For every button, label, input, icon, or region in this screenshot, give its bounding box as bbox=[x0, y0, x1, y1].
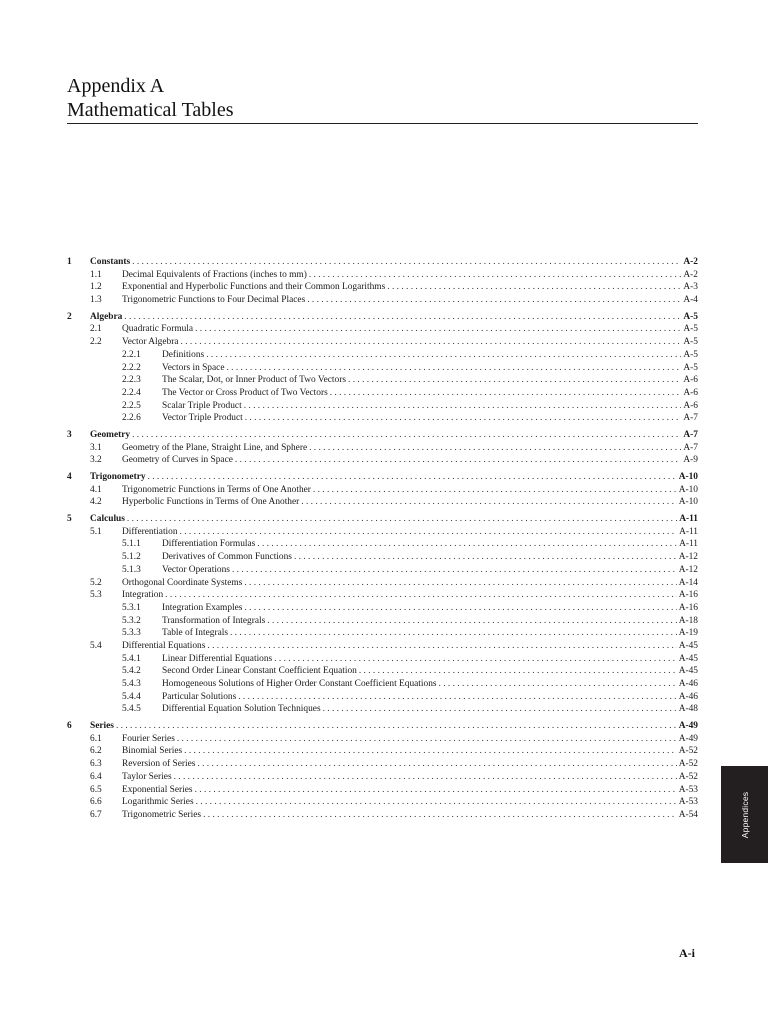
toc-entry-title: Geometry bbox=[90, 429, 131, 440]
toc-entry-line bbox=[67, 362, 698, 375]
toc-entry-title: Particular Solutions bbox=[162, 691, 237, 702]
toc-entry-number: 2.1 bbox=[90, 324, 102, 335]
toc-entry-line bbox=[67, 602, 698, 615]
toc-entry-page: A-16 bbox=[678, 602, 698, 613]
toc-entry-line bbox=[67, 745, 698, 758]
toc-entry-number: 5.4.5 bbox=[122, 704, 141, 715]
dot-leader bbox=[387, 281, 681, 294]
toc-entry-line bbox=[67, 256, 698, 269]
dot-leader bbox=[132, 429, 681, 442]
toc-entry-number: 5.4.3 bbox=[122, 679, 141, 689]
toc-entry[interactable] bbox=[67, 691, 698, 704]
dot-leader bbox=[330, 387, 682, 400]
dot-leader bbox=[174, 771, 677, 784]
toc-entry-title: Trigonometric Functions in Terms of One Another bbox=[122, 484, 311, 495]
toc-entry-page: A-7 bbox=[683, 413, 698, 424]
toc-entry-page: A-45 bbox=[678, 666, 698, 677]
toc-entry[interactable] bbox=[67, 281, 698, 294]
toc-entry-page: A-9 bbox=[683, 455, 698, 466]
toc-entry-title: Series bbox=[90, 721, 114, 732]
toc-entry-line bbox=[67, 454, 698, 467]
toc-entry-number: 2.2.3 bbox=[122, 375, 141, 386]
section-side-tab[interactable] bbox=[721, 766, 768, 863]
toc-entry-number: 5.3.3 bbox=[122, 628, 141, 639]
toc-chapter-entry[interactable] bbox=[67, 429, 698, 442]
toc-entry-title: Trigonometric Functions to Four Decimal Places bbox=[122, 295, 306, 306]
toc-entry[interactable] bbox=[67, 758, 698, 771]
toc-entry-title: Vectors in Space bbox=[162, 362, 225, 373]
toc-entry-title: Binomial Series bbox=[122, 746, 183, 757]
dot-leader bbox=[323, 703, 677, 716]
toc-entry-title: The Scalar, Dot, or Inner Product of Two Vectors bbox=[162, 375, 346, 386]
toc-entry[interactable] bbox=[67, 678, 698, 691]
toc-entry[interactable] bbox=[67, 564, 698, 577]
dot-leader bbox=[235, 454, 681, 467]
toc-entry-number: 2.2.1 bbox=[122, 349, 141, 360]
toc-entry-line bbox=[67, 796, 698, 809]
toc-entry-number: 2.2 bbox=[90, 337, 102, 348]
toc-entry-page: A-46 bbox=[678, 679, 698, 689]
dot-leader bbox=[116, 720, 677, 733]
toc-entry-number: 4.1 bbox=[90, 484, 102, 495]
toc-entry[interactable] bbox=[67, 589, 698, 602]
toc-entry-number: 1.3 bbox=[90, 295, 102, 306]
toc-entry-line bbox=[67, 678, 698, 691]
toc-entry-page: A-2 bbox=[683, 269, 698, 280]
toc-entry[interactable] bbox=[67, 336, 698, 349]
toc-entry[interactable] bbox=[67, 484, 698, 497]
toc-entry-number: 5.4.4 bbox=[122, 691, 141, 702]
toc-entry-page: A-16 bbox=[678, 590, 698, 601]
toc-entry-title: Geometry of Curves in Space bbox=[122, 455, 233, 466]
toc-entry-page: A-52 bbox=[678, 771, 698, 782]
toc-entry[interactable] bbox=[67, 412, 698, 425]
dot-leader bbox=[177, 733, 677, 746]
dot-leader bbox=[127, 513, 677, 526]
toc-entry-line bbox=[67, 551, 698, 564]
toc-entry-number: 4 bbox=[67, 472, 72, 482]
dot-leader bbox=[124, 311, 681, 324]
toc-entry-title: Differential Equations bbox=[122, 640, 206, 651]
toc-entry-number: 5.1.1 bbox=[122, 539, 141, 550]
toc-entry-title: Definitions bbox=[162, 349, 205, 360]
toc-entry-line bbox=[67, 703, 698, 716]
toc-entry-title: Fourier Series bbox=[122, 733, 175, 744]
toc-entry-line bbox=[67, 615, 698, 628]
toc-chapter-entry[interactable] bbox=[67, 256, 698, 269]
toc-entry[interactable] bbox=[67, 602, 698, 615]
toc-entry-line bbox=[67, 665, 698, 678]
toc-entry-title: Calculus bbox=[90, 514, 125, 525]
toc-entry[interactable] bbox=[67, 615, 698, 628]
side-tab-label: Appendices bbox=[739, 791, 750, 838]
toc-entry-number: 5.4 bbox=[90, 640, 102, 651]
toc-entry-number: 6.4 bbox=[90, 771, 102, 782]
toc-entry-line bbox=[67, 336, 698, 349]
toc-entry-title: Vector Operations bbox=[162, 564, 230, 575]
dot-leader bbox=[203, 809, 677, 822]
page-title bbox=[67, 74, 234, 122]
toc-entry-page: A-6 bbox=[683, 387, 698, 398]
toc-entry-title: Transformation of Integrals bbox=[162, 615, 266, 626]
toc-entry-page: A-12 bbox=[678, 552, 698, 563]
toc-chapter-entry[interactable] bbox=[67, 720, 698, 733]
toc-entry[interactable] bbox=[67, 733, 698, 746]
toc-entry-line bbox=[67, 640, 698, 653]
toc-entry[interactable] bbox=[67, 387, 698, 400]
toc-entry-page: A-45 bbox=[678, 640, 698, 651]
toc-entry-title: Trigonometric Series bbox=[122, 809, 202, 820]
title-line-appendix: Appendix A bbox=[67, 75, 165, 97]
toc-entry-line bbox=[67, 429, 698, 442]
toc-entry-line bbox=[67, 758, 698, 771]
dot-leader bbox=[244, 400, 682, 413]
toc-chapter-entry[interactable] bbox=[67, 513, 698, 526]
toc-entry-line bbox=[67, 311, 698, 324]
toc-entry-line bbox=[67, 400, 698, 413]
toc-entry-line bbox=[67, 323, 698, 336]
toc-entry-page: A-54 bbox=[678, 809, 698, 820]
page-number: A-i bbox=[679, 946, 695, 960]
toc-entry-page: A-18 bbox=[678, 615, 698, 626]
toc-entry-number: 2.2.5 bbox=[122, 400, 141, 411]
toc-entry-page: A-11 bbox=[679, 526, 698, 537]
toc-entry-line bbox=[67, 577, 698, 590]
toc-entry-page: A-12 bbox=[678, 564, 698, 575]
toc-entry-line bbox=[67, 496, 698, 509]
toc-entry-title: Trigonometry bbox=[90, 472, 146, 482]
dot-leader bbox=[197, 758, 676, 771]
toc-entry[interactable] bbox=[67, 809, 698, 822]
dot-leader bbox=[180, 526, 678, 539]
toc-entry-page: A-14 bbox=[678, 577, 698, 588]
dot-leader bbox=[439, 678, 677, 691]
toc-entry[interactable] bbox=[67, 745, 698, 758]
toc-entry[interactable] bbox=[67, 374, 698, 387]
toc-entry-title: Logarithmic Series bbox=[122, 797, 194, 808]
title-rule bbox=[67, 123, 698, 124]
toc-entry[interactable] bbox=[67, 454, 698, 467]
toc-entry-line bbox=[67, 653, 698, 666]
toc-entry-page: A-5 bbox=[683, 324, 698, 335]
toc-entry-page: A-5 bbox=[683, 349, 698, 360]
toc-entry-title: Differentiation Formulas bbox=[162, 539, 256, 550]
toc-entry-page: A-6 bbox=[683, 400, 698, 411]
dot-leader bbox=[245, 412, 682, 425]
toc-entry-title: Homogeneous Solutions of Higher Order Constant Coefficient Equations bbox=[162, 679, 437, 689]
toc-entry-title: Integration Examples bbox=[162, 602, 243, 613]
toc-entry[interactable] bbox=[67, 640, 698, 653]
toc-entry[interactable] bbox=[67, 526, 698, 539]
toc-entry-title: Hyperbolic Functions in Terms of One Another bbox=[122, 497, 300, 508]
toc-entry-number: 2.2.2 bbox=[122, 362, 141, 373]
dot-leader bbox=[238, 691, 677, 704]
toc-entry-number: 6.7 bbox=[90, 809, 102, 820]
toc-entry-page: A-4 bbox=[683, 295, 698, 306]
toc-entry-line bbox=[67, 269, 698, 282]
dot-leader bbox=[244, 577, 676, 590]
toc-entry-line bbox=[67, 733, 698, 746]
toc-entry-number: 2.2.4 bbox=[122, 387, 141, 398]
toc-entry-title: Derivatives of Common Functions bbox=[162, 552, 292, 563]
toc-entry[interactable] bbox=[67, 269, 698, 282]
toc-entry-line bbox=[67, 349, 698, 362]
toc-entry-number: 2 bbox=[67, 311, 72, 322]
toc-entry-line bbox=[67, 526, 698, 539]
toc-entry-title: Differentiation bbox=[122, 526, 178, 537]
dot-leader bbox=[348, 374, 681, 387]
toc-entry-page: A-5 bbox=[683, 337, 698, 348]
toc-entry-number: 6.2 bbox=[90, 746, 102, 757]
title-line-subject: Mathematical Tables bbox=[67, 99, 234, 121]
toc-entry[interactable] bbox=[67, 496, 698, 509]
toc-entry-line bbox=[67, 691, 698, 704]
toc-entry[interactable] bbox=[67, 442, 698, 455]
toc-entry-page: A-49 bbox=[678, 721, 698, 732]
dot-leader bbox=[359, 665, 677, 678]
toc-entry-page: A-7 bbox=[683, 442, 698, 453]
dot-leader bbox=[195, 323, 681, 336]
toc-entry[interactable] bbox=[67, 551, 698, 564]
toc-entry-title: Geometry of the Plane, Straight Line, and Sphere bbox=[122, 442, 308, 453]
table-of-contents bbox=[67, 256, 698, 822]
dot-leader bbox=[301, 496, 676, 509]
dot-leader bbox=[313, 484, 677, 497]
dot-leader bbox=[226, 362, 681, 375]
dot-leader bbox=[132, 256, 681, 269]
toc-entry-line bbox=[67, 589, 698, 602]
toc-entry[interactable] bbox=[67, 796, 698, 809]
toc-entry-line bbox=[67, 471, 698, 484]
dot-leader bbox=[165, 589, 677, 602]
dot-leader bbox=[294, 551, 677, 564]
toc-entry[interactable] bbox=[67, 323, 698, 336]
toc-chapter-entry[interactable] bbox=[67, 471, 698, 484]
toc-entry-page: A-52 bbox=[678, 746, 698, 757]
toc-entry-number: 4.2 bbox=[90, 497, 102, 508]
toc-entry-number: 5 bbox=[67, 514, 72, 525]
toc-entry[interactable] bbox=[67, 771, 698, 784]
toc-entry-title: Decimal Equivalents of Fractions (inches to mm) bbox=[122, 269, 307, 280]
toc-entry-page: A-53 bbox=[678, 797, 698, 808]
toc-entry-title: Differential Equation Solution Techniques bbox=[162, 704, 321, 715]
toc-entry-number: 2.2.6 bbox=[122, 413, 141, 424]
toc-entry-page: A-5 bbox=[683, 362, 698, 373]
dot-leader bbox=[309, 442, 681, 455]
dot-leader bbox=[230, 627, 677, 640]
dot-leader bbox=[244, 602, 676, 615]
toc-entry-title: Algebra bbox=[90, 311, 123, 322]
toc-entry-number: 6.5 bbox=[90, 784, 102, 795]
toc-entry-title: Taylor Series bbox=[122, 771, 172, 782]
toc-entry-line bbox=[67, 294, 698, 307]
toc-entry[interactable] bbox=[67, 294, 698, 307]
toc-entry-line bbox=[67, 564, 698, 577]
toc-entry-line bbox=[67, 809, 698, 822]
toc-entry-number: 5.2 bbox=[90, 577, 102, 588]
toc-entry-number: 5.1.3 bbox=[122, 564, 141, 575]
toc-entry-title: Scalar Triple Product bbox=[162, 400, 242, 411]
toc-entry-page: A-11 bbox=[679, 539, 698, 550]
toc-entry[interactable] bbox=[67, 400, 698, 413]
dot-leader bbox=[181, 336, 682, 349]
dot-leader bbox=[196, 796, 677, 809]
toc-entry-title: Vector Triple Product bbox=[162, 413, 243, 424]
toc-entry-line bbox=[67, 513, 698, 526]
toc-entry-page: A-10 bbox=[678, 484, 698, 495]
toc-entry-number: 6.6 bbox=[90, 797, 102, 808]
toc-entry-page: A-48 bbox=[678, 704, 698, 715]
dot-leader bbox=[257, 538, 677, 551]
toc-entry-line bbox=[67, 442, 698, 455]
toc-entry-number: 3.2 bbox=[90, 455, 102, 466]
toc-entry-title: The Vector or Cross Product of Two Vectors bbox=[162, 387, 328, 398]
toc-entry-line bbox=[67, 484, 698, 497]
toc-entry-title: Reversion of Series bbox=[122, 759, 196, 770]
toc-entry-page: A-19 bbox=[678, 628, 698, 639]
dot-leader bbox=[148, 471, 677, 484]
dot-leader bbox=[184, 745, 677, 758]
toc-entry[interactable] bbox=[67, 627, 698, 640]
toc-entry-page: A-7 bbox=[683, 429, 698, 440]
toc-entry-line bbox=[67, 784, 698, 797]
toc-entry-number: 5.3 bbox=[90, 590, 102, 601]
toc-entry[interactable] bbox=[67, 362, 698, 375]
toc-entry[interactable] bbox=[67, 784, 698, 797]
toc-entry-line bbox=[67, 538, 698, 551]
toc-entry-page: A-3 bbox=[683, 282, 698, 293]
toc-entry[interactable] bbox=[67, 703, 698, 716]
toc-entry-title: Constants bbox=[90, 257, 131, 267]
toc-entry-number: 6.1 bbox=[90, 733, 102, 744]
toc-chapter-entry[interactable] bbox=[67, 311, 698, 324]
dot-leader bbox=[232, 564, 677, 577]
dot-leader bbox=[195, 784, 677, 797]
toc-entry-number: 1.2 bbox=[90, 282, 102, 293]
toc-entry-number: 3.1 bbox=[90, 442, 102, 453]
toc-entry-number: 5.4.1 bbox=[122, 653, 141, 664]
toc-entry-number: 5.1.2 bbox=[122, 552, 141, 563]
toc-entry-number: 5.3.2 bbox=[122, 615, 141, 626]
toc-entry-line bbox=[67, 374, 698, 387]
toc-entry-page: A-52 bbox=[678, 759, 698, 770]
dot-leader bbox=[267, 615, 676, 628]
dot-leader bbox=[206, 349, 681, 362]
toc-entry-title: Exponential and Hyperbolic Functions and their Common Logarithms bbox=[122, 282, 386, 293]
toc-entry-number: 5.1 bbox=[90, 526, 102, 537]
toc-entry-page: A-45 bbox=[678, 653, 698, 664]
dot-leader bbox=[307, 294, 681, 307]
toc-entry[interactable] bbox=[67, 577, 698, 590]
toc-entry-page: A-6 bbox=[683, 375, 698, 386]
dot-leader bbox=[207, 640, 676, 653]
toc-entry-line bbox=[67, 771, 698, 784]
toc-entry-page: A-10 bbox=[678, 472, 698, 482]
toc-entry-number: 1.1 bbox=[90, 269, 102, 280]
toc-entry-page: A-11 bbox=[679, 514, 698, 525]
toc-entry-title: Table of Integrals bbox=[162, 628, 228, 639]
toc-entry-title: Vector Algebra bbox=[122, 337, 179, 348]
toc-entry-page: A-10 bbox=[678, 497, 698, 508]
toc-entry-number: 3 bbox=[67, 429, 72, 440]
toc-entry-page: A-46 bbox=[678, 691, 698, 702]
toc-entry[interactable] bbox=[67, 665, 698, 678]
toc-entry-title: Orthogonal Coordinate Systems bbox=[122, 577, 243, 588]
toc-entry-number: 6 bbox=[67, 721, 72, 732]
toc-entry-line bbox=[67, 627, 698, 640]
toc-entry-title: Linear Differential Equations bbox=[162, 653, 273, 664]
toc-entry[interactable] bbox=[67, 653, 698, 666]
toc-entry[interactable] bbox=[67, 349, 698, 362]
toc-entry-line bbox=[67, 720, 698, 733]
toc-entry-page: A-53 bbox=[678, 784, 698, 795]
toc-entry-number: 5.3.1 bbox=[122, 602, 141, 613]
toc-entry-number: 1 bbox=[67, 257, 72, 267]
toc-entry-number: 5.4.2 bbox=[122, 666, 141, 677]
toc-entry-title: Second Order Linear Constant Coefficient Equation bbox=[162, 666, 357, 677]
dot-leader bbox=[309, 269, 682, 282]
dot-leader bbox=[274, 653, 677, 666]
toc-entry-page: A-2 bbox=[683, 257, 698, 267]
toc-entry-line bbox=[67, 281, 698, 294]
toc-entry-title: Exponential Series bbox=[122, 784, 193, 795]
toc-entry-line bbox=[67, 387, 698, 400]
toc-entry-page: A-49 bbox=[678, 733, 698, 744]
toc-entry[interactable] bbox=[67, 538, 698, 551]
toc-entry-page: A-5 bbox=[683, 311, 698, 322]
toc-entry-title: Integration bbox=[122, 590, 164, 601]
toc-entry-line bbox=[67, 412, 698, 425]
toc-entry-title: Quadratic Formula bbox=[122, 324, 194, 335]
toc-entry-number: 6.3 bbox=[90, 759, 102, 770]
